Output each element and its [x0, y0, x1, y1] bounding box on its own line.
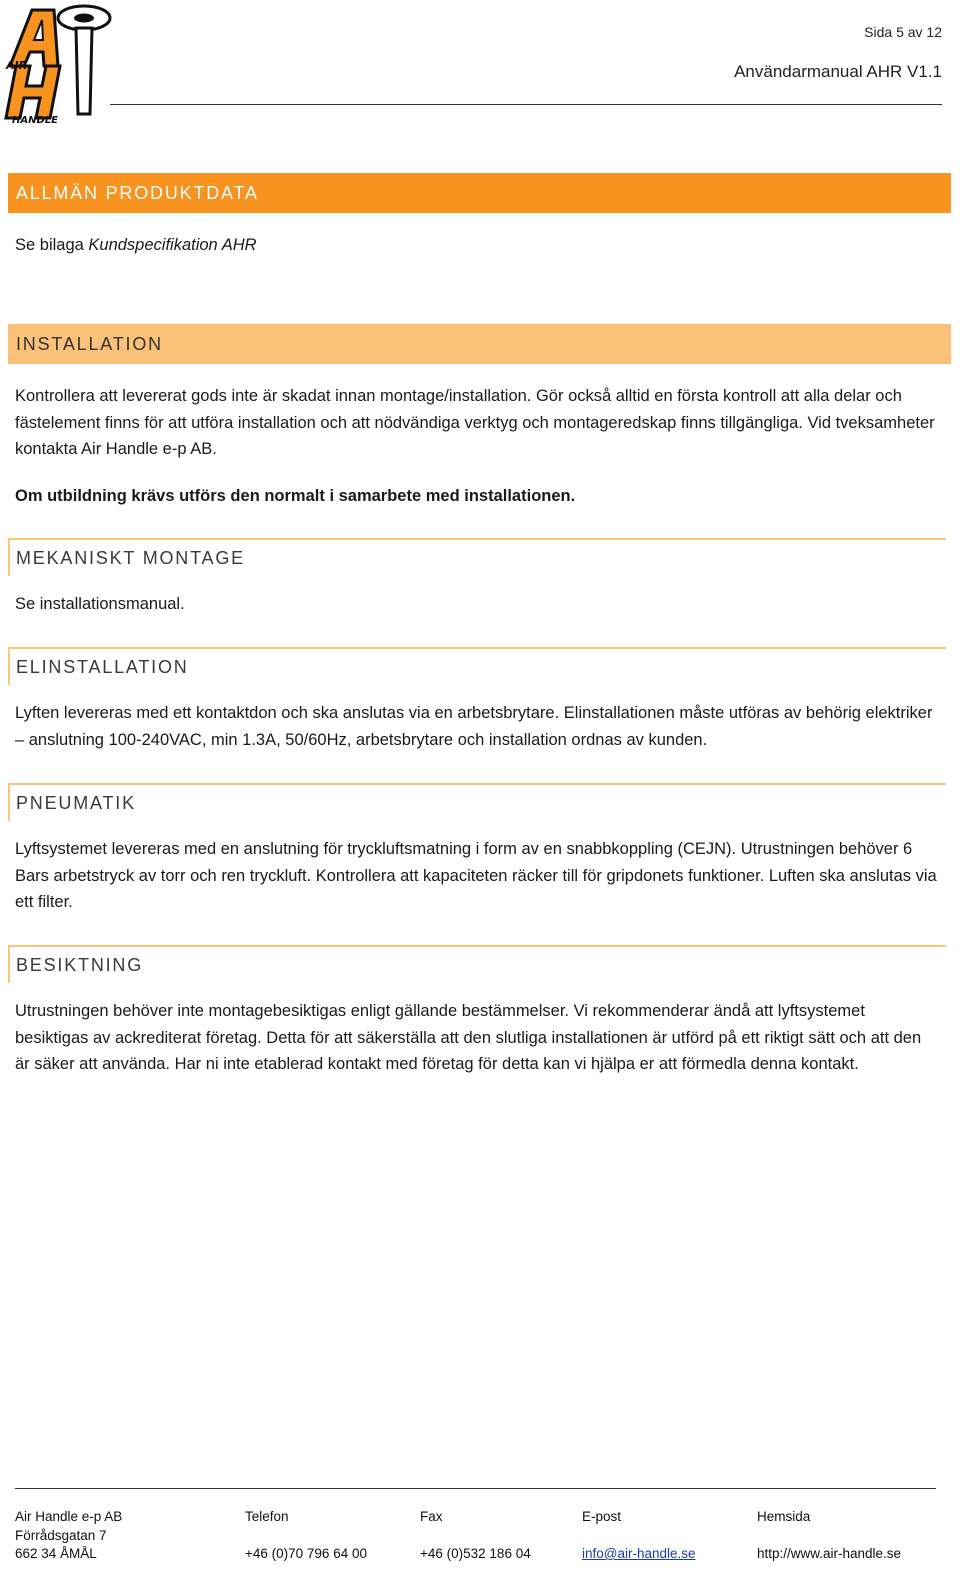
installation-text: Kontrollera att levererat gods inte är skadat innan montage/installation. Gör också alltid en första kontroll att alla delar och fästelement finns för att utföra installation och att nödvändiga verktyg och montageredskap finns tillgängliga. Vid tveksamheter kontakta Air Handle e-p AB.	[15, 387, 935, 458]
section-heading-allman-produktdata: ALLMÄN PRODUKTDATA	[8, 173, 951, 213]
footer-email	[582, 1508, 696, 1564]
section-heading-besiktning: BESIKTNING	[8, 945, 946, 983]
svg-text:HANDLE: HANDLE	[12, 115, 58, 124]
footer-web-label: Hemsida	[757, 1509, 811, 1524]
footer-fax-value: +46 (0)532 186 04	[420, 1546, 531, 1561]
section-heading-mekaniskt-montage: MEKANISKT MONTAGE	[8, 538, 946, 576]
footer-phone-value: +46 (0)70 796 64 00	[245, 1546, 367, 1561]
section-heading-elinstallation: ELINSTALLATION	[8, 647, 946, 685]
header-divider	[110, 104, 942, 105]
footer-company-street: Förrådsgatan 7	[15, 1527, 107, 1543]
footer-web	[757, 1508, 901, 1564]
svg-text:AIR: AIR	[6, 59, 28, 72]
elinstallation-text: Lyften levereras med ett kontaktdon och ska anslutas via en arbetsbrytare. Elinstallationen måste utföras av behörig elektriker – anslutning 100-240VAC, min 1.3A, 50/60Hz, arbetsbrytare och installation ordnas av kunden.	[15, 704, 933, 749]
document-title: Användarmanual AHR V1.1	[734, 62, 942, 81]
footer-fax	[420, 1508, 531, 1564]
kundspecifikation-reference: Kundspecifikation AHR	[88, 236, 257, 254]
footer-email-link[interactable]: info@air-handle.se	[582, 1546, 696, 1561]
pneumatik-text: Lyftsystemet levereras med en anslutning för tryckluftsmatning i form av en snabbkoppling (CEJN). Utrustningen behöver 6 Bars arbetstryck av torr och ren tryckluft. Kontrollera att kapaciteten räcker till för gripdonets funktioner. Luften ska anslutas via ett filter.	[15, 840, 937, 911]
footer-email-label: E-post	[582, 1509, 622, 1524]
page-number: Sida 5 av 12	[864, 24, 942, 40]
section-heading-pneumatik: PNEUMATIK	[8, 783, 946, 821]
footer-phone	[245, 1508, 367, 1564]
footer-divider	[15, 1488, 936, 1489]
footer-web-link[interactable]: http://www.air-handle.se	[757, 1546, 902, 1561]
air-handle-logo	[2, 2, 114, 124]
installation-note: Om utbildning krävs utförs den normalt i samarbete med installationen.	[15, 487, 576, 505]
allman-text: Se bilaga Kundspecifikation AHR	[15, 236, 257, 254]
section-heading-installation: INSTALLATION	[8, 324, 951, 364]
footer-fax-label: Fax	[420, 1509, 443, 1524]
footer-company-city: 662 34 ÅMÅL	[15, 1546, 97, 1561]
footer-company	[15, 1508, 122, 1564]
mekaniskt-text: Se installationsmanual.	[15, 595, 185, 613]
footer-phone-label: Telefon	[245, 1509, 289, 1524]
besiktning-text: Utrustningen behöver inte montagebesiktigas enligt gällande bestämmelser. Vi rekommenderar ändå att lyftsystemet besiktigas av ackrediterat företag. Detta för att säkerställa att den slutliga installationen är utförd på ett riktigt sätt och att den är säker att använda. Har ni inte etablerad kontakt med företag för detta kan vi hjälpa er att förmedla denna kontakt.	[15, 1002, 922, 1073]
footer-company-name: Air Handle e-p AB	[15, 1509, 123, 1524]
